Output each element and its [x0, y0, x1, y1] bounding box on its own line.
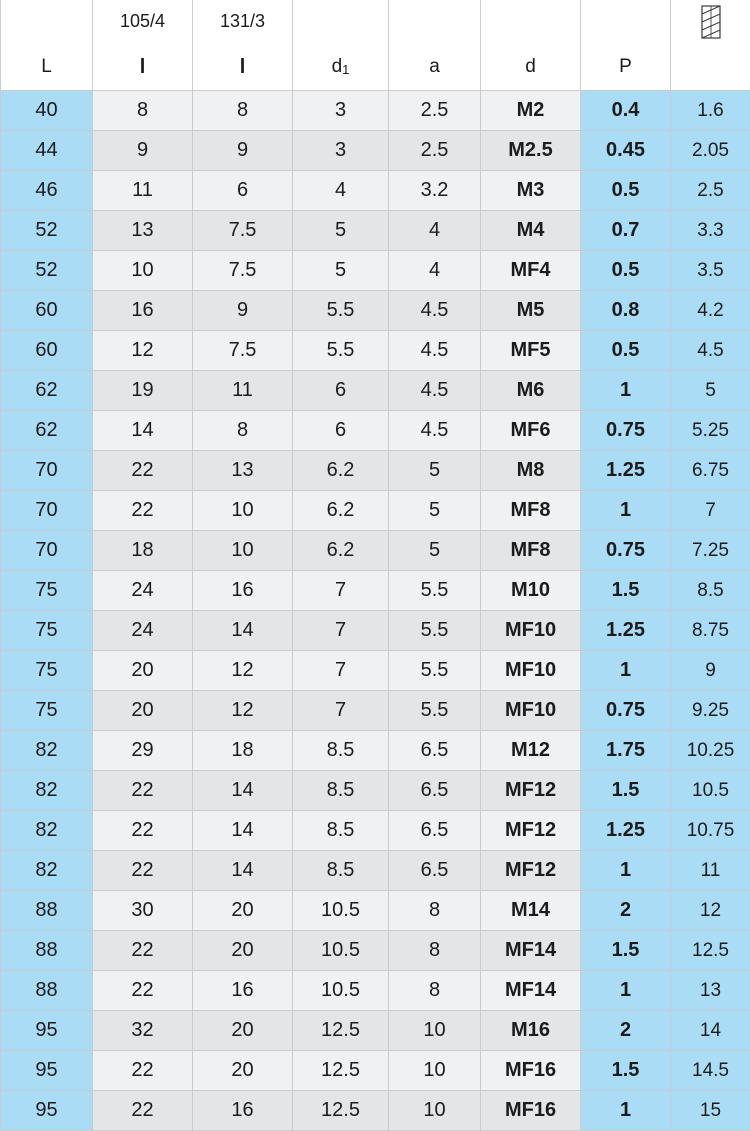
- cell-l2: 7.5: [193, 251, 293, 291]
- cell-d: MF8: [481, 491, 581, 531]
- cell-P: 1.5: [581, 571, 671, 611]
- cell-L: 82: [1, 731, 93, 771]
- table-row: [1, 691, 750, 731]
- cell-L: 70: [1, 451, 93, 491]
- cell-l1: 13: [93, 211, 193, 251]
- cell-tap: 3.5: [671, 251, 750, 291]
- header-symbol-tap: [671, 44, 750, 91]
- cell-L: 44: [1, 131, 93, 171]
- table-row: [1, 1011, 750, 1051]
- cell-d: MF8: [481, 531, 581, 571]
- header-group-d: [481, 0, 581, 44]
- cell-l2: 20: [193, 891, 293, 931]
- cell-tap: 14.5: [671, 1051, 750, 1091]
- cell-L: 88: [1, 971, 93, 1011]
- cell-l1: 11: [93, 171, 193, 211]
- cell-L: 75: [1, 651, 93, 691]
- cell-a: 8: [389, 971, 481, 1011]
- cell-d: M5: [481, 291, 581, 331]
- table-row: [1, 291, 750, 331]
- cell-L: 95: [1, 1011, 93, 1051]
- cell-l1: 24: [93, 571, 193, 611]
- cell-l2: 8: [193, 411, 293, 451]
- cell-L: 46: [1, 171, 93, 211]
- cell-P: 1: [581, 491, 671, 531]
- cell-P: 1: [581, 371, 671, 411]
- cell-P: 1.25: [581, 811, 671, 851]
- cell-tap: 7: [671, 491, 750, 531]
- cell-P: 0.75: [581, 411, 671, 451]
- table-row: [1, 211, 750, 251]
- cell-l2: 12: [193, 651, 293, 691]
- table-header: [1, 0, 750, 91]
- cell-l1: 20: [93, 651, 193, 691]
- cell-tap: 11: [671, 851, 750, 891]
- cell-d1: 6.2: [293, 491, 389, 531]
- cell-L: 70: [1, 491, 93, 531]
- cell-d: M12: [481, 731, 581, 771]
- table-row: [1, 531, 750, 571]
- table-row: [1, 251, 750, 291]
- table-row: [1, 411, 750, 451]
- cell-d: MF12: [481, 851, 581, 891]
- cell-d1: 10.5: [293, 891, 389, 931]
- cell-tap: 13: [671, 971, 750, 1011]
- cell-l2: 9: [193, 131, 293, 171]
- cell-l2: 7.5: [193, 331, 293, 371]
- cell-tap: 7.25: [671, 531, 750, 571]
- header-group-P: [581, 0, 671, 44]
- table-row: [1, 731, 750, 771]
- cell-d: M14: [481, 891, 581, 931]
- cell-d1: 7: [293, 571, 389, 611]
- cell-P: 0.5: [581, 251, 671, 291]
- cell-d1: 3: [293, 91, 389, 131]
- table-row: [1, 971, 750, 1011]
- cell-d1: 7: [293, 691, 389, 731]
- cell-l1: 14: [93, 411, 193, 451]
- cell-d: MF6: [481, 411, 581, 451]
- cell-P: 1: [581, 851, 671, 891]
- cell-L: 62: [1, 411, 93, 451]
- cell-l2: 14: [193, 771, 293, 811]
- cell-l2: 20: [193, 931, 293, 971]
- cell-l2: 8: [193, 91, 293, 131]
- cell-l1: 22: [93, 491, 193, 531]
- cell-d: MF10: [481, 691, 581, 731]
- cell-l2: 10: [193, 491, 293, 531]
- cell-L: 82: [1, 811, 93, 851]
- cell-d1: 12.5: [293, 1051, 389, 1091]
- header-symbol-L: L: [1, 44, 93, 91]
- cell-l2: 11: [193, 371, 293, 411]
- cell-P: 0.75: [581, 691, 671, 731]
- cell-l1: 30: [93, 891, 193, 931]
- cell-d1: 8.5: [293, 851, 389, 891]
- cell-d1: 12.5: [293, 1091, 389, 1131]
- table-row: [1, 651, 750, 691]
- cell-tap: 2.05: [671, 131, 750, 171]
- cell-d: MF10: [481, 611, 581, 651]
- cell-d1: 6: [293, 411, 389, 451]
- cell-L: 75: [1, 691, 93, 731]
- cell-tap: 10.75: [671, 811, 750, 851]
- cell-tap: 8.5: [671, 571, 750, 611]
- cell-P: 1.5: [581, 1051, 671, 1091]
- cell-l2: 10: [193, 531, 293, 571]
- cell-d: MF16: [481, 1051, 581, 1091]
- header-symbol-d1: d1: [293, 44, 389, 91]
- cell-P: 0.75: [581, 531, 671, 571]
- cell-l2: 20: [193, 1051, 293, 1091]
- cell-a: 10: [389, 1011, 481, 1051]
- cell-a: 6.5: [389, 851, 481, 891]
- table-row: [1, 1091, 750, 1131]
- cell-l1: 22: [93, 931, 193, 971]
- cell-L: 75: [1, 611, 93, 651]
- cell-L: 70: [1, 531, 93, 571]
- cell-d: MF10: [481, 651, 581, 691]
- cell-d1: 8.5: [293, 811, 389, 851]
- cell-l1: 22: [93, 451, 193, 491]
- cell-tap: 15: [671, 1091, 750, 1131]
- cell-P: 1: [581, 651, 671, 691]
- cell-a: 4.5: [389, 371, 481, 411]
- cell-a: 10: [389, 1051, 481, 1091]
- cell-l1: 22: [93, 771, 193, 811]
- cell-l2: 9: [193, 291, 293, 331]
- table-row: [1, 611, 750, 651]
- cell-a: 4: [389, 251, 481, 291]
- cell-l1: 20: [93, 691, 193, 731]
- cell-d: MF5: [481, 331, 581, 371]
- cell-P: 0.5: [581, 331, 671, 371]
- header-group-l2: 131/3: [193, 0, 293, 44]
- cell-a: 5.5: [389, 691, 481, 731]
- cell-tap: 5.25: [671, 411, 750, 451]
- cell-L: 52: [1, 211, 93, 251]
- cell-l2: 13: [193, 451, 293, 491]
- cell-d1: 7: [293, 651, 389, 691]
- cell-l2: 14: [193, 811, 293, 851]
- cell-l2: 18: [193, 731, 293, 771]
- cell-l2: 20: [193, 1011, 293, 1051]
- cell-l1: 22: [93, 851, 193, 891]
- header-symbol-d: d: [481, 44, 581, 91]
- cell-a: 5: [389, 451, 481, 491]
- cell-d1: 5.5: [293, 291, 389, 331]
- cell-d: MF4: [481, 251, 581, 291]
- cell-P: 0.4: [581, 91, 671, 131]
- table-row: [1, 451, 750, 491]
- cell-l2: 16: [193, 1091, 293, 1131]
- cell-P: 0.8: [581, 291, 671, 331]
- table-row: [1, 171, 750, 211]
- cell-l1: 29: [93, 731, 193, 771]
- cell-a: 10: [389, 1091, 481, 1131]
- table-row: [1, 571, 750, 611]
- cell-d1: 10.5: [293, 931, 389, 971]
- cell-a: 6.5: [389, 731, 481, 771]
- cell-l1: 18: [93, 531, 193, 571]
- cell-l2: 12: [193, 691, 293, 731]
- cell-d: M2: [481, 91, 581, 131]
- cell-l1: 22: [93, 971, 193, 1011]
- cell-L: 82: [1, 851, 93, 891]
- cell-tap: 4.5: [671, 331, 750, 371]
- cell-tap: 12.5: [671, 931, 750, 971]
- cell-d1: 10.5: [293, 971, 389, 1011]
- table-row: [1, 931, 750, 971]
- cell-d: M6: [481, 371, 581, 411]
- cell-L: 88: [1, 891, 93, 931]
- cell-d1: 6: [293, 371, 389, 411]
- cell-d: MF14: [481, 971, 581, 1011]
- cell-a: 4.5: [389, 331, 481, 371]
- cell-L: 62: [1, 371, 93, 411]
- cell-P: 1.5: [581, 931, 671, 971]
- table-row: [1, 91, 750, 131]
- header-group-d1: [293, 0, 389, 44]
- cell-P: 2: [581, 1011, 671, 1051]
- cell-l2: 6: [193, 171, 293, 211]
- cell-l1: 24: [93, 611, 193, 651]
- header-symbol-a: a: [389, 44, 481, 91]
- cell-a: 8: [389, 931, 481, 971]
- cell-d: MF12: [481, 771, 581, 811]
- table-row: [1, 891, 750, 931]
- cell-d1: 5: [293, 211, 389, 251]
- cell-l1: 22: [93, 1091, 193, 1131]
- cell-a: 4.5: [389, 411, 481, 451]
- cell-tap: 14: [671, 1011, 750, 1051]
- cell-l1: 22: [93, 811, 193, 851]
- header-symbol-row: [1, 44, 750, 91]
- cell-P: 0.7: [581, 211, 671, 251]
- cell-P: 0.5: [581, 171, 671, 211]
- header-group-L: [1, 0, 93, 44]
- cell-L: 60: [1, 291, 93, 331]
- table-row: [1, 331, 750, 371]
- cell-a: 5.5: [389, 571, 481, 611]
- table-row: [1, 371, 750, 411]
- header-group-row: [1, 0, 750, 44]
- cell-L: 52: [1, 251, 93, 291]
- cell-P: 1.5: [581, 771, 671, 811]
- cell-l1: 10: [93, 251, 193, 291]
- cell-d1: 5.5: [293, 331, 389, 371]
- cell-a: 6.5: [389, 811, 481, 851]
- cell-d1: 3: [293, 131, 389, 171]
- cell-l2: 14: [193, 851, 293, 891]
- cell-L: 95: [1, 1091, 93, 1131]
- table-row: [1, 771, 750, 811]
- cell-L: 40: [1, 91, 93, 131]
- cell-d: M3: [481, 171, 581, 211]
- cell-tap: 2.5: [671, 171, 750, 211]
- cell-d: MF14: [481, 931, 581, 971]
- cell-d1: 8.5: [293, 731, 389, 771]
- cell-a: 4.5: [389, 291, 481, 331]
- cell-a: 2.5: [389, 91, 481, 131]
- cell-d: M8: [481, 451, 581, 491]
- cell-tap: 9: [671, 651, 750, 691]
- cell-tap: 6.75: [671, 451, 750, 491]
- cell-P: 1.25: [581, 451, 671, 491]
- cell-a: 5: [389, 491, 481, 531]
- cell-d1: 12.5: [293, 1011, 389, 1051]
- cell-tap: 10.5: [671, 771, 750, 811]
- cell-d: M16: [481, 1011, 581, 1051]
- cell-P: 1: [581, 1091, 671, 1131]
- table-row: [1, 491, 750, 531]
- table-row: [1, 851, 750, 891]
- table-body: [1, 91, 750, 1131]
- cell-d: MF12: [481, 811, 581, 851]
- cell-d1: 5: [293, 251, 389, 291]
- cell-tap: 12: [671, 891, 750, 931]
- table-row: [1, 1051, 750, 1091]
- cell-tap: 8.75: [671, 611, 750, 651]
- cell-P: 1.75: [581, 731, 671, 771]
- cell-L: 75: [1, 571, 93, 611]
- cell-d1: 6.2: [293, 531, 389, 571]
- cell-l1: 32: [93, 1011, 193, 1051]
- cell-d1: 6.2: [293, 451, 389, 491]
- cell-P: 2: [581, 891, 671, 931]
- cell-l1: 9: [93, 131, 193, 171]
- cell-a: 2.5: [389, 131, 481, 171]
- cell-P: 0.45: [581, 131, 671, 171]
- cell-tap: 5: [671, 371, 750, 411]
- cell-L: 82: [1, 771, 93, 811]
- cell-L: 88: [1, 931, 93, 971]
- cell-l1: 8: [93, 91, 193, 131]
- cell-l2: 16: [193, 971, 293, 1011]
- cell-l2: 16: [193, 571, 293, 611]
- header-symbol-P: P: [581, 44, 671, 91]
- cell-tap: 4.2: [671, 291, 750, 331]
- cell-d1: 4: [293, 171, 389, 211]
- cell-a: 8: [389, 891, 481, 931]
- cell-P: 1: [581, 971, 671, 1011]
- cell-d1: 8.5: [293, 771, 389, 811]
- cell-a: 4: [389, 211, 481, 251]
- header-symbol-l1: l: [93, 44, 193, 91]
- cell-l1: 16: [93, 291, 193, 331]
- cell-a: 5.5: [389, 611, 481, 651]
- cell-d: MF16: [481, 1091, 581, 1131]
- table-row: [1, 811, 750, 851]
- cell-l1: 19: [93, 371, 193, 411]
- cell-tap: 9.25: [671, 691, 750, 731]
- header-group-a: [389, 0, 481, 44]
- cell-a: 3.2: [389, 171, 481, 211]
- cell-l1: 12: [93, 331, 193, 371]
- cell-l2: 14: [193, 611, 293, 651]
- cell-tap: 1.6: [671, 91, 750, 131]
- header-group-l1: 105/4: [93, 0, 193, 44]
- cell-tap: 10.25: [671, 731, 750, 771]
- cell-a: 5.5: [389, 651, 481, 691]
- table-row: [1, 131, 750, 171]
- cell-L: 95: [1, 1051, 93, 1091]
- cell-l2: 7.5: [193, 211, 293, 251]
- header-symbol-l2: l: [193, 44, 293, 91]
- cell-a: 6.5: [389, 771, 481, 811]
- cell-d: M2.5: [481, 131, 581, 171]
- cell-d1: 7: [293, 611, 389, 651]
- cell-d: M4: [481, 211, 581, 251]
- cell-a: 5: [389, 531, 481, 571]
- cell-tap: 3.3: [671, 211, 750, 251]
- tap-drill-icon: [671, 0, 750, 44]
- cell-l1: 22: [93, 1051, 193, 1091]
- cell-d: M10: [481, 571, 581, 611]
- cell-L: 60: [1, 331, 93, 371]
- cell-P: 1.25: [581, 611, 671, 651]
